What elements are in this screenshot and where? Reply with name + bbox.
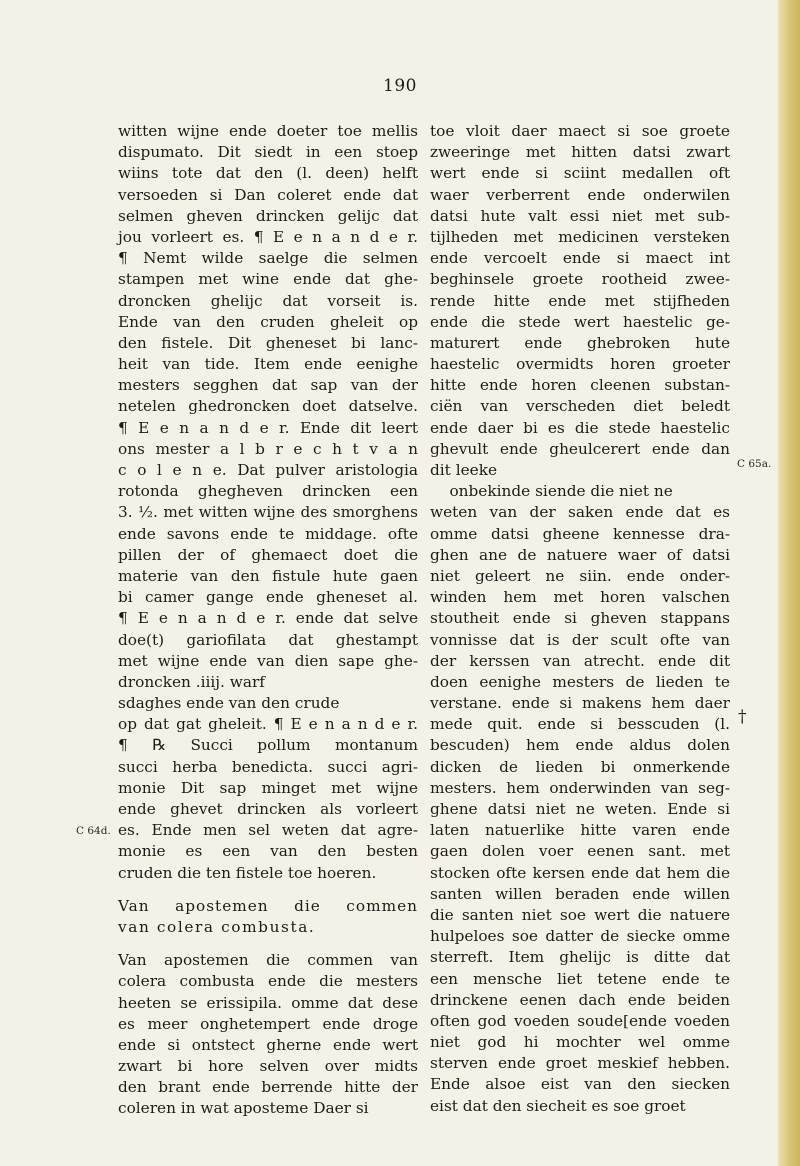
text-line: vonnisse dat is der scult ofte van [430,630,730,649]
text-line: ghen ane de natuere waer of datsi [430,545,730,564]
text-line: datsi hute valt essi niet met sub- [430,206,730,225]
text-line: wert ende si sciint medallen oft [430,164,730,183]
text-line: verstane. ende si makens hem daer [430,694,730,713]
text-line: ende ghevet drincken als vorleert [118,800,418,818]
text-line: der kerssen van atrecht. ende dit [430,651,730,670]
text-line: witten wijne ende doeter toe mellis [118,122,418,140]
text-line: sterven ende groet meskief hebben. [430,1054,730,1073]
text-line: doen eenighe mesters de lieden te [430,672,730,691]
text-line: die santen niet soe wert die natuere [430,905,730,924]
margin-note-right: C 65a. [737,458,772,470]
text-line: winden hem met horen valschen [430,588,730,607]
text-line: monie es een van den besten [118,842,418,861]
text-line: zwart bi hore selven over midts [118,1057,418,1076]
text-line: hulpeloes soe datter de siecke omme [430,927,730,946]
text-line: toe vloit daer maect si soe groete [430,122,730,140]
text-line: mesters segghen dat sap van der [118,376,418,395]
text-line: maturert ende ghebroken hute [430,333,730,352]
text-line: mesters. hem onderwinden van seg- [430,778,730,797]
text-line: omme datsi gheene kennesse dra- [430,524,730,543]
text-line: ende die stede wert haestelic ge- [430,312,730,331]
text-line: succi herba benedicta. succi agri- [118,757,418,776]
text-line: gaen dolen voer eenen sant. met [430,842,730,861]
text-line: mede quit. ende si besscuden (l. [430,715,730,734]
text-line: ¶ E e n a n d e r. ende dat selve [118,609,418,628]
text-line: niet god hi mochter wel omme [430,1033,730,1052]
text-line: weten van der saken ende dat es [430,503,730,522]
text-line: eist dat den siecheit es soe groet [430,1096,686,1115]
text-line: colera combusta ende die mesters [118,972,418,991]
text-line: stoutheit ende si gheven stappans [430,609,730,628]
text-line: op dat gat gheleit. ¶ E e n a n d e r. [118,715,418,734]
text-line: ciën van verscheden diet beledt [430,397,730,416]
text-line: c o l e n e. Dat pulver aristologia [118,461,418,479]
text-line: den brant ende berrende hitte der [118,1078,418,1097]
text-line: tijlheden met medicinen versteken [430,227,730,246]
text-line: dispumato. Dit siedt in een stoep [118,143,418,162]
section-gap [118,938,418,950]
text-line: droncken ghelijc dat vorseit is. [118,291,418,310]
text-line: Ende van den cruden gheleit op [118,312,418,331]
text-line: 3. ½. met witten wijne des smorghens [118,503,418,522]
text-line: niet geleert ne siin. ende onder- [430,566,730,585]
text-line: drinckene eenen dach ende beiden [430,990,730,1009]
page-edge-shading [778,0,800,1166]
section-gap [118,884,418,896]
text-line: dit leeke [430,461,498,479]
text-line: rende hitte ende met stijfheden [430,291,730,310]
text-line: heeten se erissipila. omme dat dese [118,993,418,1012]
margin-note-left: C 64d. [76,825,111,837]
text-line: ghene datsi niet ne weten. Ende si [430,800,730,818]
text-line: dicken de lieden bi onmerkende [430,757,730,776]
text-line: een mensche liet tetene ende te [430,969,730,988]
section-title-line-1: Van apostemen die commen [118,896,418,915]
text-line: Van apostemen die commen van [118,951,418,970]
text-line: bescuden) hem ende aldus dolen [430,736,730,755]
text-line: stocken ofte kersen ende dat hem die [430,863,730,882]
text-line: es meer onghetempert ende droge [118,1014,418,1033]
text-line: zweeringe met hitten datsi zwart [430,143,730,162]
text-line: den fistele. Dit gheneset bi lanc- [118,333,418,352]
text-line: sdaghes ende van den crude [118,694,340,713]
text-line: bi camer gange ende gheneset al. [118,588,418,607]
text-line: ¶ Nemt wilde saelge die selmen [118,249,418,268]
text-line: haestelic overmidts horen groeter [430,355,730,374]
text-line: jou vorleert es. ¶ E e n a n d e r. [118,227,418,246]
text-line: versoeden si Dan coleret ende dat [118,185,418,204]
text-line: monie Dit sap minget met wijne [118,778,418,797]
text-line: rotonda ghegheven drincken een [118,482,418,501]
text-line: santen willen beraden ende willen [430,884,730,903]
text-line: ghevult ende gheulcerert ende dan [430,439,730,458]
text-line: selmen gheven drincken gelijc dat [118,206,418,225]
text-line: ¶ E e n a n d e r. Ende dit leert [118,418,418,437]
text-line: often god voeden soude[ende voeden [430,1011,730,1030]
text-line: beghinsele groete rootheid zwee- [430,270,730,289]
text-line: hitte ende horen cleenen substan- [430,376,730,395]
text-line: materie van den fistule hute gaen [118,566,418,585]
text-line: ons mester a l b r e c h t v a n [118,439,418,458]
text-line: laten natuerlike hitte varen ende [430,821,730,840]
left-column-after-lines [118,950,418,1120]
text-line: ende savons ende te middage. ofte [118,524,418,543]
text-line: sterreft. Item ghelijc is ditte dat [430,948,730,967]
text-line: wiins tote dat den (l. deen) helft [118,164,418,183]
text-line: ende daer bi es die stede haestelic [430,418,730,437]
text-line: waer verberrent ende onderwilen [430,185,730,204]
text-line: es. Ende men sel weten dat agre- [118,821,418,840]
left-column [118,121,418,1120]
right-column [430,121,730,1117]
text-line: ende si ontstect gherne ende wert [118,1035,418,1054]
text-line: cruden die ten fistele toe hoeren. [118,863,377,882]
text-line: heit van tide. Item ende eenighe [118,355,418,374]
page-number: 190 [383,76,417,96]
text-line: pillen der of ghemaect doet die [118,545,418,564]
left-column-lines [118,121,418,884]
text-line: droncken .iiij. warf [118,672,265,691]
text-line: doe(t) gariofilata dat ghestampt [118,630,418,649]
text-line: met wijne ende van dien sape ghe- [118,651,418,670]
text-line: Ende alsoe eist van den siecken [430,1075,730,1094]
text-line: stampen met wine ende dat ghe- [118,270,418,289]
text-line: ende vercoelt ende si maect int [430,249,730,268]
dagger-mark-icon: † [738,707,747,727]
text-line: ¶ ℞ Succi pollum montanum [118,736,418,755]
text-line: onbekinde siende die niet ne [430,482,673,501]
text-line: netelen ghedroncken doet datselve. [118,397,418,416]
text-line: coleren in wat aposteme Daer si [118,1099,369,1118]
section-title-line-2: van colera combusta. [118,917,316,936]
right-column-lines [430,121,730,1117]
